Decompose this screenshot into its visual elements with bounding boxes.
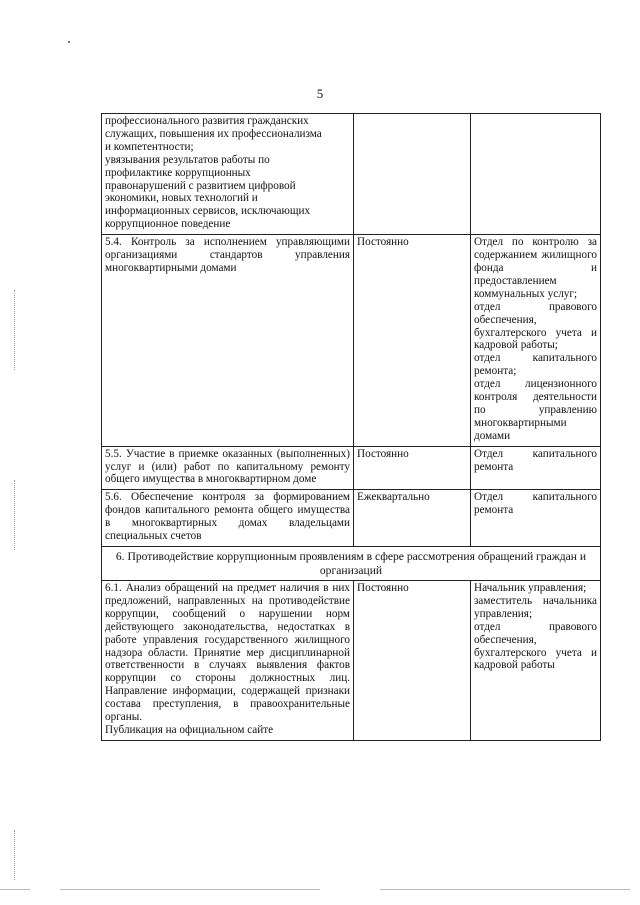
responsible-cell xyxy=(471,490,601,547)
responsible-cell xyxy=(471,581,601,741)
table-row xyxy=(102,581,601,741)
measure-line: увязывания результатов работы по xyxy=(105,153,270,166)
responsible-entry: отдел правового обеспечения, бухгалтерского учета и кадровой работы; xyxy=(474,300,597,352)
responsible-entry: Отдел капитального ремонта xyxy=(474,491,597,517)
scan-edge-line xyxy=(380,889,630,890)
measures-table xyxy=(101,113,601,741)
deadline-cell: Постоянно xyxy=(354,235,471,447)
measure-line: коррупционное поведение xyxy=(105,218,231,231)
section-row xyxy=(102,547,601,581)
responsible-entry: Отдел по контролю за содержанием жилищного фонда и предоставлением коммунальных услуг; xyxy=(474,236,597,300)
responsible-entry: отдел правового обеспечения, бухгалтерского учета и кадровой работы xyxy=(474,620,597,672)
measure-text: 6.1. Анализ обращений на предмет наличия в них предложений, направленных на противодействие коррупции, сообщений о нарушении норм действующего законодательства, недостатках в работе управления государственного жилищного надзора области. Принятие мер дисциплинарной ответственности в случаях выявления фактов коррупции со стороны должностных лиц. Направление информации, содержащей признаки состава преступления, в правоохранительные органы. xyxy=(105,582,350,724)
responsible-entry: отдел капитального ремонта; xyxy=(474,352,597,378)
scan-speck xyxy=(68,41,70,43)
responsible-cell xyxy=(471,235,601,447)
responsible-entry: Отдел капитального ремонта xyxy=(474,447,597,473)
table-row xyxy=(102,490,601,547)
measure-cell: 5.5. Участие в приемке оказанных (выполненных) услуг и (или) работ по капитальному ремонту общего имущества в многоквартирном доме xyxy=(102,446,354,490)
table-row xyxy=(102,114,601,235)
measure-line: профилактике коррупционных xyxy=(105,166,251,179)
measure-line: экономики, новых технологий и xyxy=(105,192,258,205)
measure-line: служащих, повышения их профессионализма xyxy=(105,127,322,140)
deadline-cell: Постоянно xyxy=(354,446,471,490)
deadline-cell: Ежеквартально xyxy=(354,490,471,547)
measure-line: правонарушений с развитием цифровой xyxy=(105,179,296,192)
deadline-cell xyxy=(354,114,471,235)
table-row xyxy=(102,446,601,490)
page-number: 5 xyxy=(316,86,324,101)
responsible-cell xyxy=(471,446,601,490)
scan-margin-marks xyxy=(14,480,17,550)
section-title: 6. Противодействие коррупционным проявлениям в сфере рассмотрения обращений граждан и организаций xyxy=(102,547,601,581)
measure-line: профессионального развития гражданских xyxy=(105,115,309,127)
measure-cell: 5.6. Обеспечение контроля за формированием фондов капитального ремонта общего имущества в многоквартирных домах владельцами специальных счетов xyxy=(102,490,354,547)
responsible-cell xyxy=(471,114,601,235)
measure-cell xyxy=(102,581,354,741)
measure-text-extra: Публикация на официальном сайте xyxy=(105,723,274,736)
responsible-entry: заместитель начальника управления; xyxy=(474,594,597,620)
scan-edge-line xyxy=(0,889,30,890)
scan-margin-marks xyxy=(14,830,17,880)
table-row xyxy=(102,235,601,447)
measure-line: информационных сервисов, исключающих xyxy=(105,205,311,218)
measure-cell: 5.4. Контроль за исполнением управляющими организациями стандартов управления многоквартирными домами xyxy=(102,235,354,447)
scan-edge-line xyxy=(60,889,320,890)
responsible-entry: Начальник управления; xyxy=(474,582,587,594)
deadline-cell: Постоянно xyxy=(354,581,471,741)
measure-cell xyxy=(102,114,354,235)
measure-line: и компетентности; xyxy=(105,140,194,153)
responsible-entry: отдел лицензионного контроля деятельности по управлению многоквартирными домами xyxy=(474,378,597,442)
scan-margin-marks xyxy=(14,290,17,370)
